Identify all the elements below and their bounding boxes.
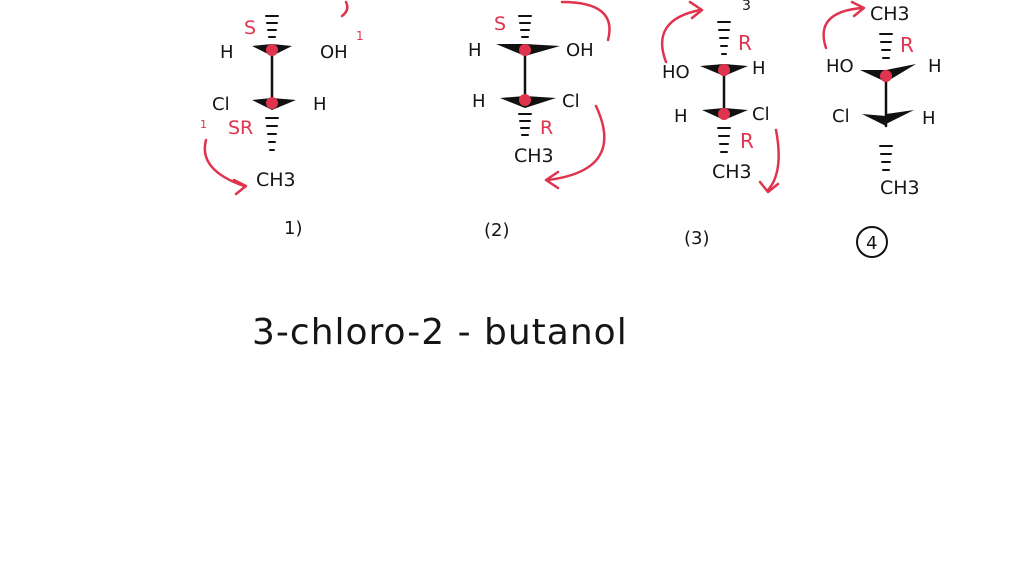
substituent-top-right: H: [752, 58, 766, 79]
substituent-top-left: H: [220, 42, 234, 63]
substituent-bottom-right: Cl: [562, 91, 580, 112]
substituent-bottom-left: H: [472, 91, 486, 112]
group-fragment: 3: [742, 0, 751, 14]
structure-3: [662, 0, 779, 249]
structure-number: 4: [866, 233, 878, 254]
stereocenter-dot: [266, 97, 278, 109]
substituent-bottom-right: H: [313, 94, 327, 115]
rotation-arrow: [205, 140, 244, 186]
stereocenter-dot: [519, 94, 531, 106]
substituent-bottom-right: Cl: [752, 104, 770, 125]
substituent-top-right: OH: [320, 42, 348, 63]
substituent-top-right: OH: [566, 40, 594, 61]
structure-1: [200, 2, 364, 239]
methyl-group-top: CH3: [870, 3, 910, 25]
rotation-arrow: [662, 10, 700, 62]
rotation-arrow: [562, 2, 610, 40]
config-label-top: S: [244, 17, 257, 39]
config-label-top: S: [494, 13, 507, 35]
stereocenter-dot: [266, 44, 278, 56]
config-label-top: R: [900, 33, 914, 57]
methyl-group: CH3: [880, 177, 920, 199]
stereocenter-dot: [880, 70, 892, 82]
substituent-bottom-left: H: [674, 106, 688, 127]
config-label-bottom: R: [740, 129, 754, 153]
methyl-group: CH3: [514, 145, 554, 167]
methyl-group: CH3: [256, 169, 296, 191]
structure-2: [468, 2, 610, 241]
priority-label: 1: [200, 118, 207, 131]
stereocenter-dot: [519, 44, 531, 56]
structure-number: (3): [684, 228, 710, 249]
structure-number: (2): [484, 220, 510, 241]
substituent-top-left: H: [468, 40, 482, 61]
priority-label: 1: [356, 29, 364, 43]
stereocenter-dot: [718, 108, 730, 120]
substituent-top-left: HO: [662, 62, 690, 83]
substituent-top-right: H: [928, 56, 942, 77]
config-label-bottom: SR: [228, 117, 254, 139]
substituent-bottom-left: Cl: [832, 106, 850, 127]
config-label-bottom: R: [540, 117, 554, 139]
compound-name: 3-chloro-2 - butanol: [252, 312, 628, 353]
rotation-arrow: [342, 2, 347, 16]
substituent-bottom-right: H: [922, 108, 936, 129]
methyl-group: CH3: [712, 161, 752, 183]
config-label-top: R: [738, 31, 752, 55]
substituent-bottom-left: Cl: [212, 94, 230, 115]
structure-4: [824, 2, 942, 257]
rotation-arrow: [768, 130, 779, 190]
substituent-top-left: HO: [826, 56, 854, 77]
stereocenter-dot: [718, 64, 730, 76]
structure-number: 1): [284, 218, 303, 239]
rotation-arrow: [548, 106, 604, 180]
